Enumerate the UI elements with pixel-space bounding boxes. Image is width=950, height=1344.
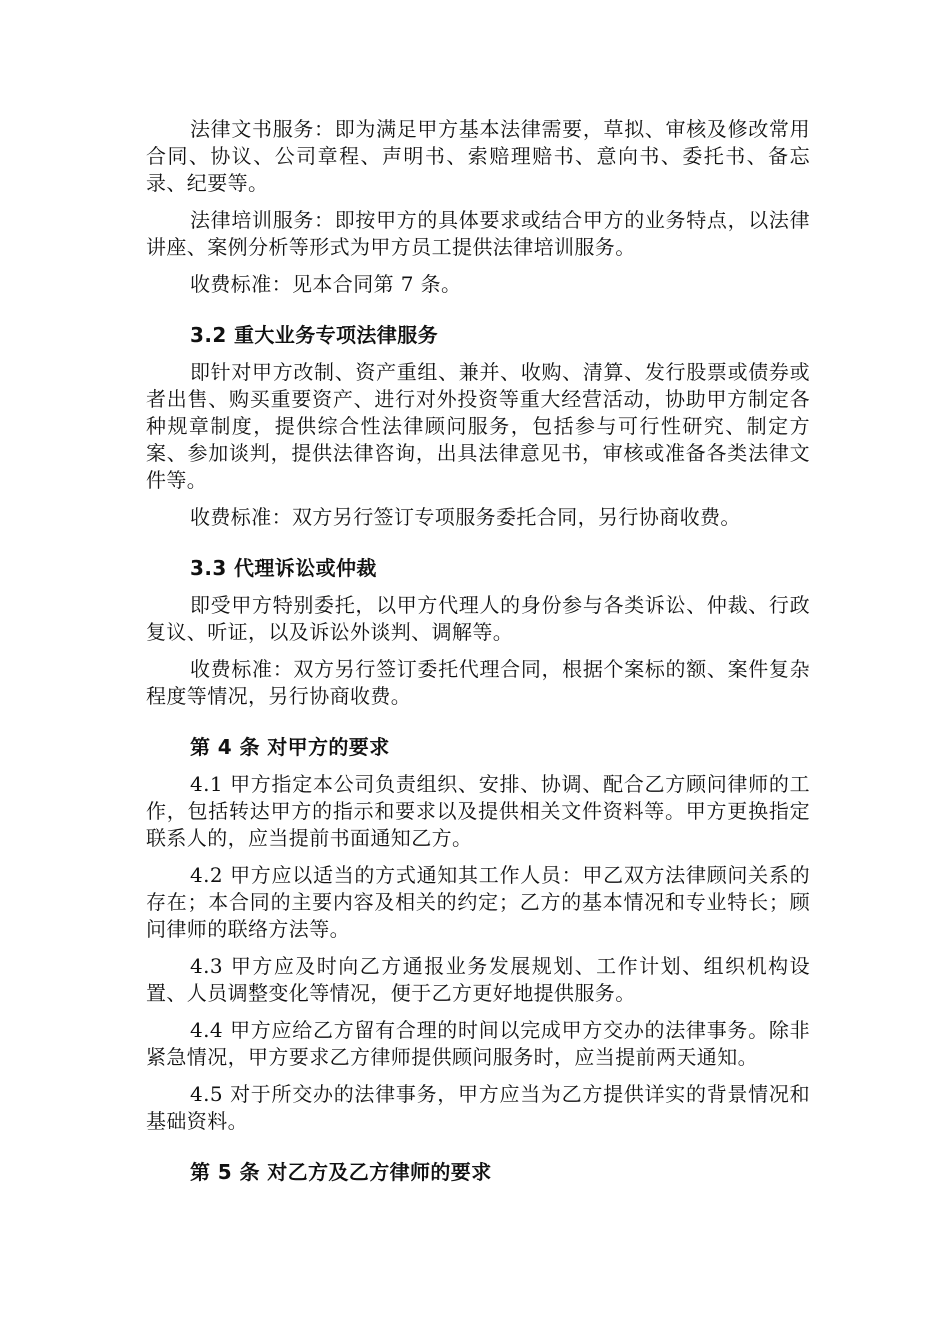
paragraph-legal-documents: 法律文书服务：即为满足甲方基本法律需要，草拟、审核及修改常用合同、协议、公司章程、声明书、索赔理赔书、意向书、委托书、备忘录、纪要等。 xyxy=(146,117,810,195)
paragraph-4-5: 4.5 对于所交办的法律事务，甲方应当为乙方提供详实的背景情况和基础资料。 xyxy=(146,1082,810,1133)
heading-article-5: 第 5 条 对乙方及乙方律师的要求 xyxy=(190,1160,492,1184)
heading-3-3: 3.3 代理诉讼或仲裁 xyxy=(190,556,377,580)
paragraph-fee-standard-2: 收费标准：双方另行签订专项服务委托合同，另行协商收费。 xyxy=(190,505,741,529)
paragraph-4-4: 4.4 甲方应给乙方留有合理的时间以完成甲方交办的法律事务。除非紧急情况，甲方要求乙方律师提供顾问服务时，应当提前两天通知。 xyxy=(146,1018,810,1069)
heading-article-4: 第 4 条 对甲方的要求 xyxy=(190,735,390,759)
paragraph-fee-standard-1: 收费标准：见本合同第 7 条。 xyxy=(190,272,462,296)
document-page xyxy=(146,116,810,1196)
paragraph-4-3: 4.3 甲方应及时向乙方通报业务发展规划、工作计划、组织机构设置、人员调整变化等情况，便于乙方更好地提供服务。 xyxy=(146,954,810,1005)
heading-3-2: 3.2 重大业务专项法律服务 xyxy=(190,323,438,347)
paragraph-litigation: 即受甲方特别委托，以甲方代理人的身份参与各类诉讼、仲裁、行政复议、听证，以及诉讼外谈判、调解等。 xyxy=(146,593,810,644)
paragraph-4-1: 4.1 甲方指定本公司负责组织、安排、协调、配合乙方顾问律师的工作，包括转达甲方的指示和要求以及提供相关文件资料等。甲方更换指定联系人的，应当提前书面通知乙方。 xyxy=(146,772,810,850)
paragraph-fee-standard-3: 收费标准：双方另行签订委托代理合同，根据个案标的额、案件复杂程度等情况，另行协商收费。 xyxy=(146,657,810,708)
paragraph-legal-training: 法律培训服务：即按甲方的具体要求或结合甲方的业务特点，以法律讲座、案例分析等形式为甲方员工提供法律培训服务。 xyxy=(146,208,810,259)
paragraph-major-business: 即针对甲方改制、资产重组、兼并、收购、清算、发行股票或债券或者出售、购买重要资产、进行对外投资等重大经营活动，协助甲方制定各种规章制度，提供综合性法律顾问服务，包括参与可行性研究、制定方案、参加谈判，提供法律咨询，出具法律意见书，审核或准备各类法律文件等。 xyxy=(146,360,810,492)
paragraph-4-2: 4.2 甲方应以适当的方式通知其工作人员：甲乙双方法律顾问关系的存在；本合同的主要内容及相关的约定；乙方的基本情况和专业特长；顾问律师的联络方法等。 xyxy=(146,863,810,941)
